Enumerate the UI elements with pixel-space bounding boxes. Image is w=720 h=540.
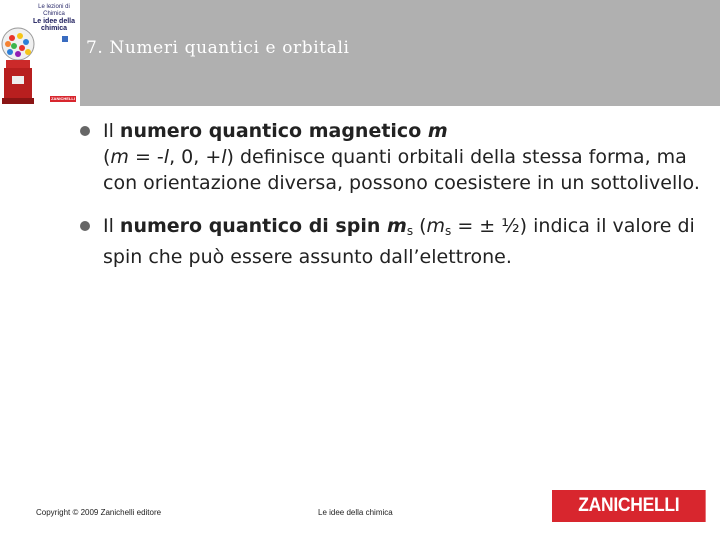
symbol-m: m [427,120,448,142]
book-cover-image [0,0,80,106]
cover-logo-mark [62,36,68,42]
symbol-l: l [163,146,170,168]
bullet-list [80,118,700,287]
footer-copyright: Copyright © 2009 Zanichelli editore [36,508,162,517]
zanichelli-logo: ZANICHELLI [552,490,706,522]
subscript-s: s [406,224,414,238]
bullet-text: = - [128,146,164,168]
footer-book-title: Le idee della chimica [318,508,393,517]
bullet-text: , 0, + [169,146,222,168]
symbol-m: m [387,215,407,237]
bullet-text: = ± ½) indica il valore di spin che può essere assunto dall’elettrone. [103,215,695,268]
symbol-l: l [221,146,227,168]
subscript-s: s [445,224,452,238]
term-bold: numero quantico magnetico [119,120,428,142]
bullet-dot-icon [80,221,90,231]
bullet-text: ) definisce quanti orbitali della stessa forma, ma con orientazione diversa, possono coesistere in un sottolivello. [103,146,700,194]
bullet-text: Il [103,120,120,142]
symbol-m: m [426,215,446,237]
cover-title: Le lezioni di Chimica Le idee della chimica [32,4,76,32]
bullet-dot-icon [80,126,90,136]
bullet-item-magnetic [80,118,700,196]
bullet-text: ( [103,146,111,168]
slide-title: 7. Numeri quantici e orbitali [86,38,350,58]
term-bold: numero quantico di spin [119,215,387,237]
cover-publisher-label: ZANICHELLI [51,96,75,101]
bullet-item-spin [80,213,700,270]
symbol-m: m [110,146,129,168]
bullet-text: Il [103,215,120,237]
bullet-text: ( [413,215,427,237]
